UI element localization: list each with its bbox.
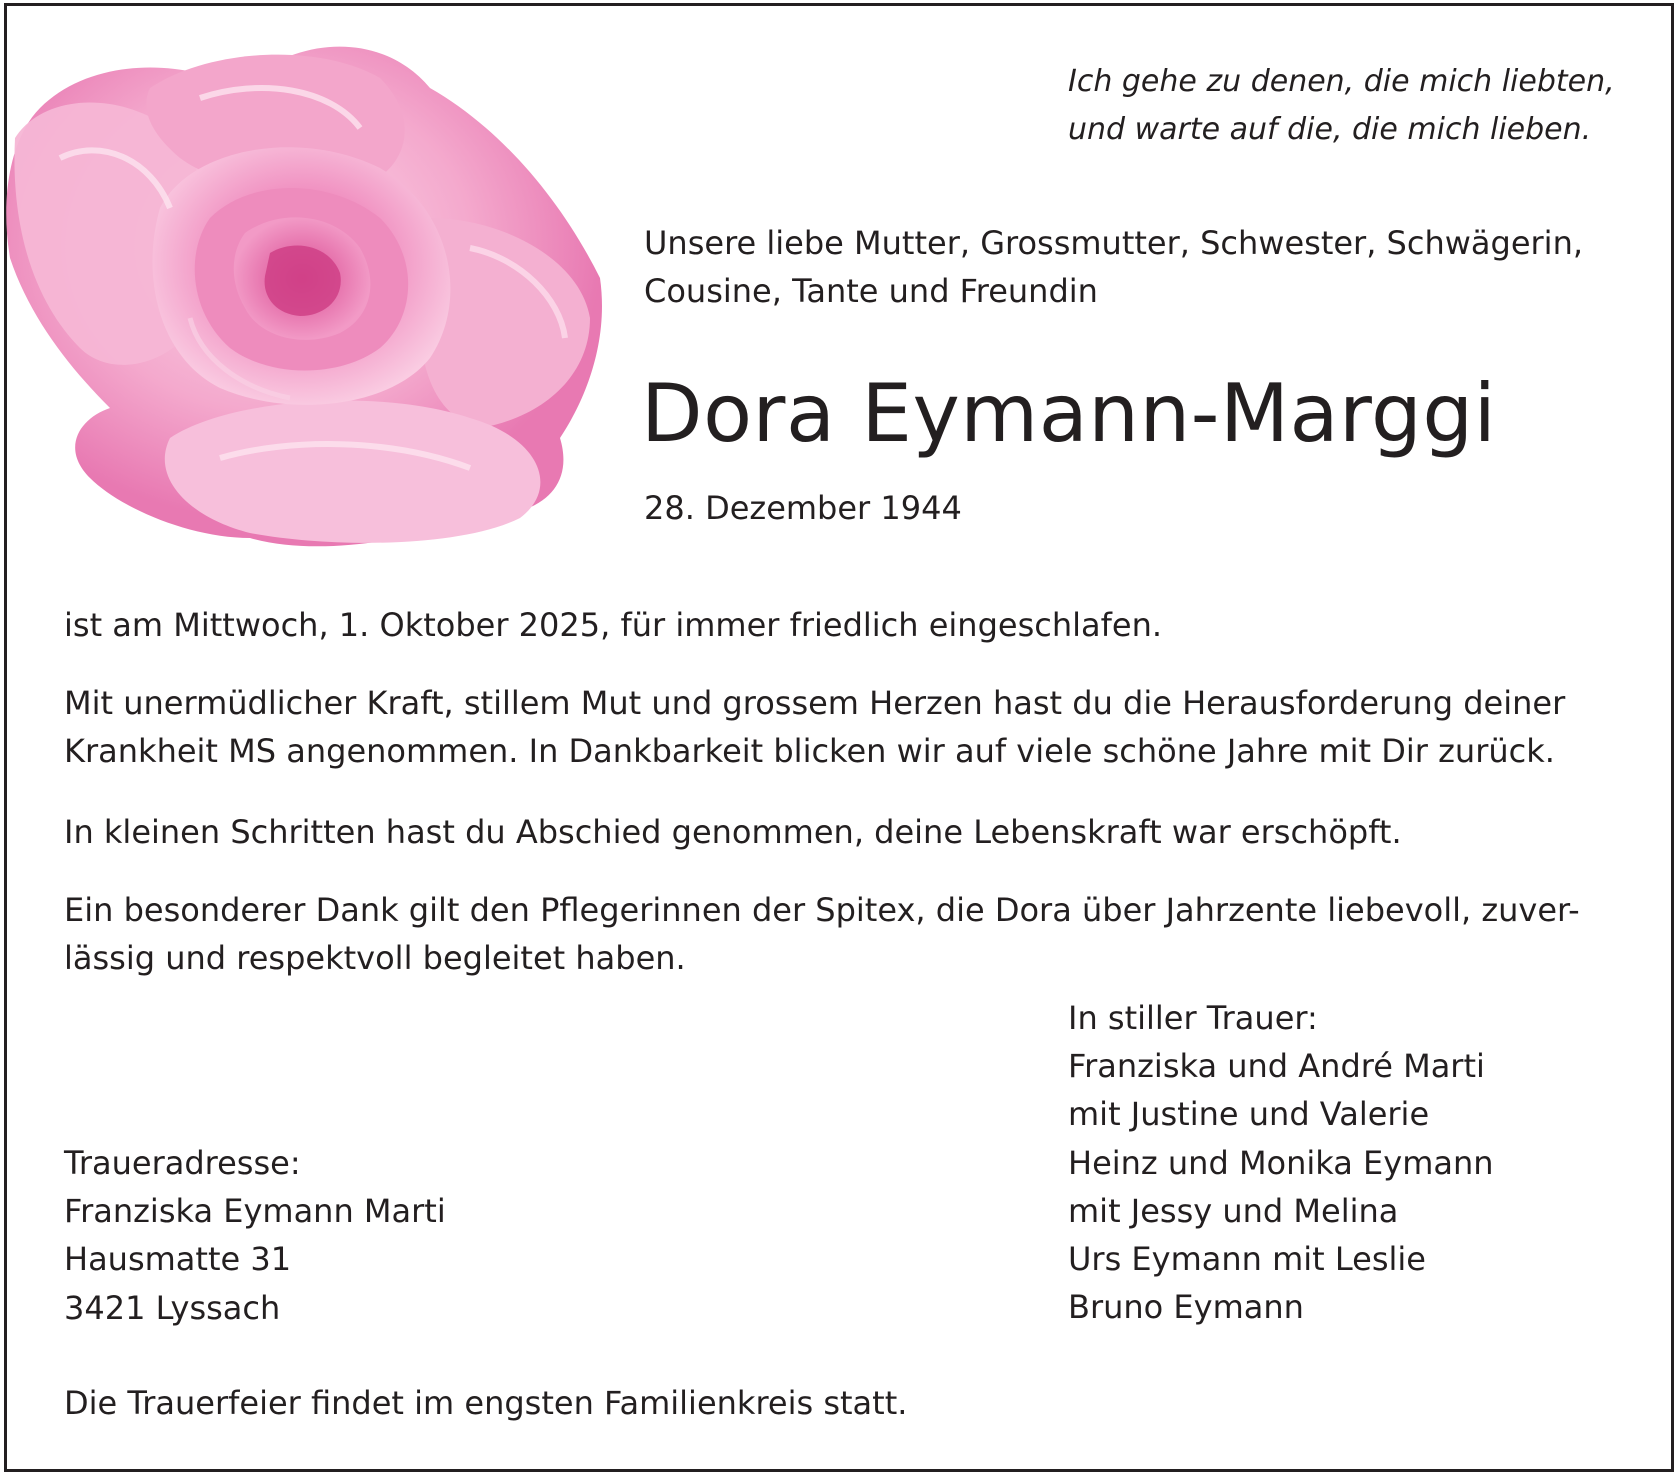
- mourner-entry: Urs Eymann mit Leslie: [1068, 1240, 1426, 1279]
- address-line: Hausmatte 31: [64, 1240, 292, 1279]
- birth-date: 28. Dezember 1944: [644, 489, 962, 527]
- mourners-heading: In stiller Trauer:: [1068, 999, 1318, 1037]
- farewell-paragraph: [64, 808, 1624, 856]
- address-line: 3421 Lyssach: [64, 1288, 281, 1327]
- paragraph-line: lässig und respektvoll begleitet haben.: [64, 939, 686, 977]
- mourner-entry: Franziska und André Marti: [1068, 1047, 1485, 1086]
- ceremony-note: Die Trauerfeier findet im engsten Familienkreis statt.: [64, 1384, 908, 1422]
- epigraph-quote: [1068, 58, 1615, 154]
- relationship-intro: [644, 219, 1583, 315]
- intro-line: Unsere liebe Mutter, Grossmutter, Schwester, Schwägerin,: [644, 224, 1584, 262]
- address-heading: Traueradresse:: [64, 1144, 301, 1182]
- mourner-entry: Bruno Eymann: [1068, 1288, 1304, 1327]
- quote-line: Ich gehe zu denen, die mich liebten,: [1068, 64, 1615, 99]
- address-line: Franziska Eymann Marti: [64, 1192, 446, 1231]
- intro-line: Cousine, Tante und Freundin: [644, 272, 1098, 310]
- mourning-address: [64, 1139, 446, 1332]
- paragraph-line: In kleinen Schritten hast du Abschied genommen, deine Lebenskraft war erschöpft.: [64, 813, 1402, 851]
- paragraph-line: Mit unermüdlicher Kraft, stillem Mut und grossem Herzen hast du die Herausforderung deiner: [64, 684, 1566, 722]
- quote-line: und warte auf die, die mich lieben.: [1068, 112, 1592, 147]
- paragraph-line: Ein besonderer Dank gilt den Pflegerinnen der Spitex, die Dora über Jahrzente liebevoll, zuver-: [64, 891, 1580, 929]
- mourner-entry: mit Jessy und Melina: [1068, 1191, 1399, 1230]
- mourner-entry: Heinz und Monika Eymann: [1068, 1143, 1494, 1182]
- death-announcement: [64, 601, 1624, 649]
- paragraph-line: ist am Mittwoch, 1. Oktober 2025, für immer friedlich eingeschlafen.: [64, 606, 1163, 644]
- mourner-entry: mit Justine und Valerie: [1068, 1095, 1430, 1134]
- mourners-list: [1068, 994, 1494, 1331]
- deceased-name: Dora Eymann-Marggi: [641, 367, 1497, 460]
- pink-rose-icon: [0, 18, 620, 558]
- thanks-paragraph: [64, 886, 1624, 982]
- tribute-paragraph: [64, 679, 1624, 775]
- paragraph-line: Krankheit MS angenommen. In Dankbarkeit blicken wir auf viele schöne Jahre mit Dir zurück.: [64, 732, 1555, 770]
